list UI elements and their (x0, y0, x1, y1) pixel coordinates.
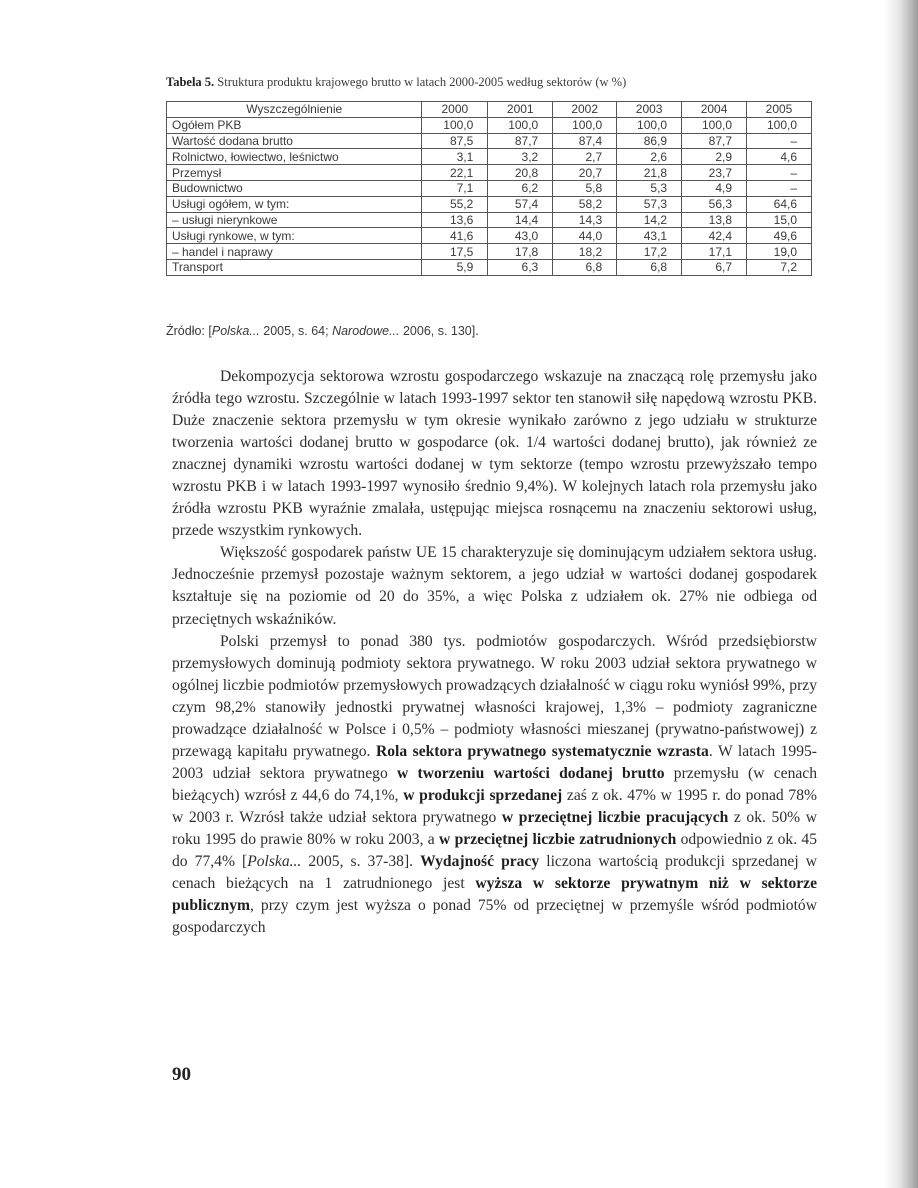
value-cell: 5,9 (422, 259, 488, 275)
table-body (167, 117, 812, 275)
value-cell: 100,0 (553, 117, 617, 133)
text-run: . W latach 1995-2003 udział sektora prywatnego (172, 742, 817, 782)
value-cell: 22,1 (422, 165, 488, 181)
value-cell: 18,2 (553, 244, 617, 260)
source-suffix: 2006, s. 130]. (399, 324, 479, 338)
value-cell: 87,5 (422, 133, 488, 149)
source-ref-1: Polska... (211, 324, 260, 338)
column-header: 2001 (488, 102, 553, 118)
italic-ref: Polska... (247, 853, 302, 871)
value-cell: 43,1 (617, 228, 682, 244)
table-row (167, 259, 812, 275)
row-label-cell: – handel i naprawy (167, 244, 422, 260)
source-mid: 2005, s. 64; (259, 324, 333, 338)
value-cell: 23,7 (682, 165, 747, 181)
bold-phrase: wyższa w sektorze prywatnym niż w sektorze publicznym (172, 875, 817, 915)
value-cell: 17,5 (422, 244, 488, 260)
table-row (167, 244, 812, 260)
value-cell: 2,7 (553, 149, 617, 165)
bold-phrase: w przeciętnej liczbie zatrudnionych (439, 830, 677, 848)
row-label-cell: Transport (167, 259, 422, 275)
row-label-cell: Przemysł (167, 165, 422, 181)
value-cell: 2,9 (682, 149, 747, 165)
value-cell: 55,2 (422, 196, 488, 212)
page-number: 90 (172, 1064, 191, 1085)
value-cell: 100,0 (488, 117, 553, 133)
column-header: 2002 (553, 102, 617, 118)
value-cell: 14,2 (617, 212, 682, 228)
table-caption-text: Struktura produktu krajowego brutto w latach 2000-2005 według sektorów (w %) (214, 75, 627, 89)
table-row (167, 117, 812, 133)
table-row (167, 149, 812, 165)
paragraph-3 (172, 631, 817, 940)
bold-phrase: w tworzeniu wartości dodanej brutto (397, 764, 665, 782)
value-cell: 14,3 (553, 212, 617, 228)
column-header: 2000 (422, 102, 488, 118)
value-cell: 13,6 (422, 212, 488, 228)
column-header: 2004 (682, 102, 747, 118)
paragraph-1: Dekompozycja sektorowa wzrostu gospodarczego wskazuje na znaczącą rolę przemysłu jako źródła tego wzrostu. Szczególnie w latach 1993-1997 sektor ten stanowił siłę napędową wzrostu PKB. Duże znaczenie sektora przemysłu w tym okresie wynikało zarówno z jego udziału w strukturze tworzenia wartości dodanej brutto w gospodarce (ok. 1/4 wartości dodanej brutto), jak również ze znacznej dynamiki wzrostu wartości dodanej w tym sektorze (tempo wzrostu przewyższało tempo wzrostu PKB i w latach 1993-1997 wynosiło średnio 9,4%). W kolejnych latach rola przemysłu jako źródła wzrostu PKB wyraźnie zmalała, ustępując miejsca rosnącemu na znaczeniu sektorowi usług, przede wszystkim rynkowych. (172, 368, 817, 540)
text-run: liczona wartością produkcji sprzedanej w cenach bieżących na 1 zatrudnionego jest (172, 853, 817, 893)
value-cell: 20,7 (553, 165, 617, 181)
gdp-structure-table (166, 101, 812, 276)
value-cell: 21,8 (617, 165, 682, 181)
row-label-cell: Wartość dodana brutto (167, 133, 422, 149)
value-cell: 6,2 (488, 180, 553, 196)
value-cell: 57,3 (617, 196, 682, 212)
value-cell: 5,8 (553, 180, 617, 196)
value-cell: 49,6 (747, 228, 812, 244)
value-cell: 17,2 (617, 244, 682, 260)
table-row (167, 165, 812, 181)
value-cell: 56,3 (682, 196, 747, 212)
source-ref-2: Narodowe... (332, 324, 400, 338)
column-header: Wyszczególnienie (167, 102, 422, 118)
text-run: Polski przemysł to ponad 380 tys. podmiotów gospodarczych. Wśród przedsiębiorstw przemysłowych dominują podmioty sektora prywatnego. W roku 2003 udział sektora prywatnego w ogólnej liczbie podmiotów przemysłowych prowadzących działalność w ciągu roku wyniósł 99%, przy czym 98,2% stanowiły jednostki prywatnej własności krajowej, 1,3% – podmioty zagraniczne prowadzące działalność w Polsce i 0,5% – podmioty własności mieszanej (prywatno-państwowej) z przewagą kapitału prywatnego. (172, 632, 817, 760)
column-header: 2003 (617, 102, 682, 118)
table-row (167, 212, 812, 228)
table-caption (166, 75, 806, 90)
value-cell: 17,8 (488, 244, 553, 260)
value-cell: 4,6 (747, 149, 812, 165)
source-prefix: Źródło: [ (166, 324, 212, 338)
bold-phrase: Wydajność pracy (420, 853, 540, 871)
row-label-cell: – usługi nierynkowe (167, 212, 422, 228)
value-cell: 6,8 (553, 259, 617, 275)
value-cell: 42,4 (682, 228, 747, 244)
page-edge-shadow (884, 0, 918, 1188)
value-cell: 41,6 (422, 228, 488, 244)
text-run: odpowiednio z ok. 45 do 77,4% [ (172, 830, 817, 871)
value-cell: 13,8 (682, 212, 747, 228)
value-cell: 43,0 (488, 228, 553, 244)
table-source-note (166, 324, 479, 338)
value-cell: 19,0 (747, 244, 812, 260)
value-cell: 7,2 (747, 259, 812, 275)
bold-phrase: w produkcji sprzedanej (403, 786, 563, 804)
value-cell: 6,3 (488, 259, 553, 275)
value-cell: 20,8 (488, 165, 553, 181)
value-cell: – (747, 180, 812, 196)
bold-phrase: w przeciętnej liczbie pracujących (501, 808, 729, 826)
value-cell: 7,1 (422, 180, 488, 196)
table-caption-label: Tabela 5. (166, 75, 215, 89)
table-row (167, 228, 812, 244)
value-cell: 57,4 (488, 196, 553, 212)
row-label-cell: Ogółem PKB (167, 117, 422, 133)
value-cell: 100,0 (617, 117, 682, 133)
value-cell: 44,0 (553, 228, 617, 244)
value-cell: 15,0 (747, 212, 812, 228)
body-text (172, 366, 817, 939)
value-cell: 3,1 (422, 149, 488, 165)
value-cell: 86,9 (617, 133, 682, 149)
text-run: zaś z ok. 47% w 1995 r. do ponad 78% w 2003 r. Wzrósł także udział sektora prywatnego (172, 786, 818, 826)
text-run: , przy czym jest wyższa o ponad 75% od przeciętnej w przemyśle wśród podmiotów gospodarczych (172, 897, 817, 937)
value-cell: 5,3 (617, 180, 682, 196)
bold-phrase: Rola sektora prywatnego systematycznie wzrasta (375, 742, 709, 760)
value-cell: 17,1 (682, 244, 747, 260)
value-cell: 58,2 (553, 196, 617, 212)
table-header-row (167, 102, 812, 118)
row-label-cell: Rolnictwo, łowiectwo, leśnictwo (167, 149, 422, 165)
table-row (167, 133, 812, 149)
table-row (167, 196, 812, 212)
value-cell: 6,7 (682, 259, 747, 275)
value-cell: 3,2 (488, 149, 553, 165)
value-cell: 4,9 (682, 180, 747, 196)
value-cell: 87,7 (682, 133, 747, 149)
text-run: 2005, s. 37-38]. (301, 853, 421, 871)
value-cell: – (747, 133, 812, 149)
value-cell: – (747, 165, 812, 181)
value-cell: 100,0 (747, 117, 812, 133)
value-cell: 100,0 (422, 117, 488, 133)
row-label-cell: Budownictwo (167, 180, 422, 196)
value-cell: 14,4 (488, 212, 553, 228)
value-cell: 64,6 (747, 196, 812, 212)
value-cell: 87,7 (488, 133, 553, 149)
paragraph-2: Większość gospodarek państw UE 15 charakteryzuje się dominującym udziałem sektora usług. Jednocześnie przemysł pozostaje ważnym sektorem, a jego udział w wartości dodanej gospodarek kształtuje się na poziomie od 20 do 35%, a więc Polska z udziałem ok. 27% nie odbiega od przeciętnych wskaźników. (172, 544, 817, 628)
value-cell: 100,0 (682, 117, 747, 133)
column-header: 2005 (747, 102, 812, 118)
text-run: przemysłu (w cenach bieżących) wzrósł z 44,6 do 74,1%, (172, 764, 818, 804)
value-cell: 2,6 (617, 149, 682, 165)
value-cell: 6,8 (617, 259, 682, 275)
text-run: z ok. 50% w roku 1995 do prawie 80% w roku 2003, a (172, 808, 817, 848)
value-cell: 87,4 (553, 133, 617, 149)
row-label-cell: Usługi ogółem, w tym: (167, 196, 422, 212)
table-row (167, 180, 812, 196)
row-label-cell: Usługi rynkowe, w tym: (167, 228, 422, 244)
